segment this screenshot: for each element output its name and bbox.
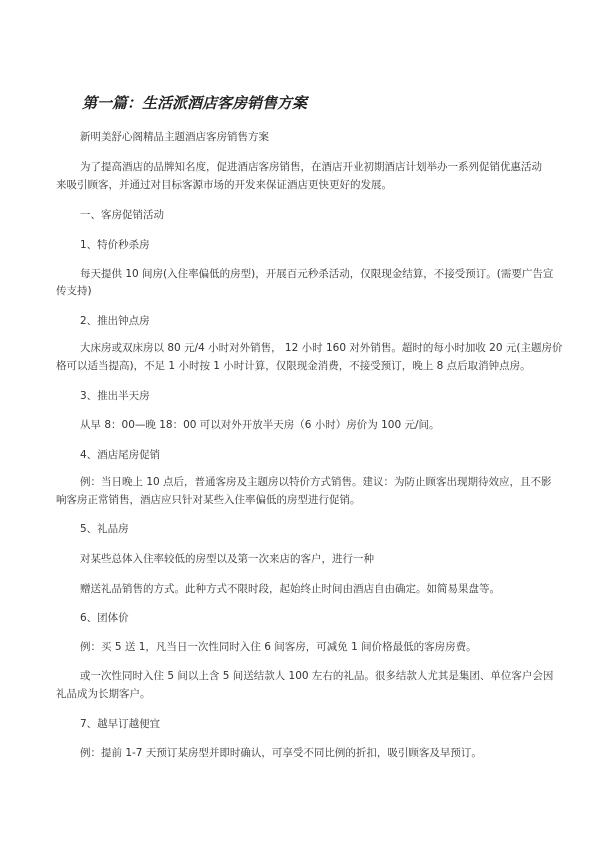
paragraph-line: 或一次性同时入住 5 间以上含 5 间送结款人 100 左右的礼品。很多结款人尤其是集团、单位客户会因 xyxy=(80,670,554,682)
subsection-heading: 1、特价秒杀房 xyxy=(80,239,150,251)
paragraph-line: 大床房或双床房以 80 元/4 小时对外销售， 12 小时 160 对外销售。超时的每小时加收 20 元(主题房价 xyxy=(80,342,563,354)
subsection-heading: 4、酒店尾房促销 xyxy=(80,449,161,461)
paragraph-line: 例：提前 1-7 天预订某房型并即时确认，可享受不同比例的折扣，吸引顾客及早预订。 xyxy=(80,747,482,759)
subsection-heading: 7、越早订越便宜 xyxy=(80,718,161,730)
paragraph-line: 来吸引顾客，并通过对目标客源市场的开发来保证酒店更快更好的发展。 xyxy=(56,179,392,191)
paragraph-line: 礼品成为长期客户。 xyxy=(56,688,151,700)
paragraph-line: 从早 8：00—晚 18：00 可以对外开放半天房（6 小时）房价为 100 元/间。 xyxy=(80,419,440,431)
paragraph-line: 为了提高酒店的品牌知名度，促进酒店客房销售，在酒店开业初期酒店计划举办一系列促销优惠活动 xyxy=(80,161,542,173)
paragraph-line: 对某些总体入住率较低的房型以及第一次来店的客户，进行一种 xyxy=(80,553,374,565)
document-title: 第一篇：生活派酒店客房销售方案 xyxy=(82,94,308,112)
subsection-heading: 2、推出钟点房 xyxy=(80,315,150,327)
subsection-heading: 3、推出半天房 xyxy=(80,390,150,402)
section-heading: 一、客房促销活动 xyxy=(80,209,164,221)
subtitle-line: 新明美舒心阁精品主题酒店客房销售方案 xyxy=(80,131,269,143)
paragraph-line: 格可以适当提高)，不足 1 小时按 1 小时计算，仅限现金消费，不接受预订，晚上 8 点后取消钟点房。 xyxy=(56,360,531,372)
paragraph-line: 例：买 5 送 1，凡当日一次性同时入住 6 间客房，可减免 1 间价格最低的客房房费。 xyxy=(80,641,477,653)
paragraph-line: 赠送礼品销售的方式。此种方式不限时段，起始终止时间由酒店自由确定。如简易果盘等。 xyxy=(80,583,500,595)
subsection-heading: 5、礼品房 xyxy=(80,523,129,535)
subsection-heading: 6、团体价 xyxy=(80,612,129,624)
paragraph-line: 传支持) xyxy=(56,285,92,297)
paragraph-line: 响客房正常销售，酒店应只针对某些入住率偏低的房型进行促销。 xyxy=(56,494,361,506)
paragraph-line: 每天提供 10 间房(入住率偏低的房型)，开展百元秒杀活动，仅限现金结算，不接受预订。(需要广告宣 xyxy=(80,268,554,280)
paragraph-line: 例：当日晚上 10 点后，普通客房及主题房以特价方式销售。建议：为防止顾客出现期待效应，且不影 xyxy=(80,476,552,488)
